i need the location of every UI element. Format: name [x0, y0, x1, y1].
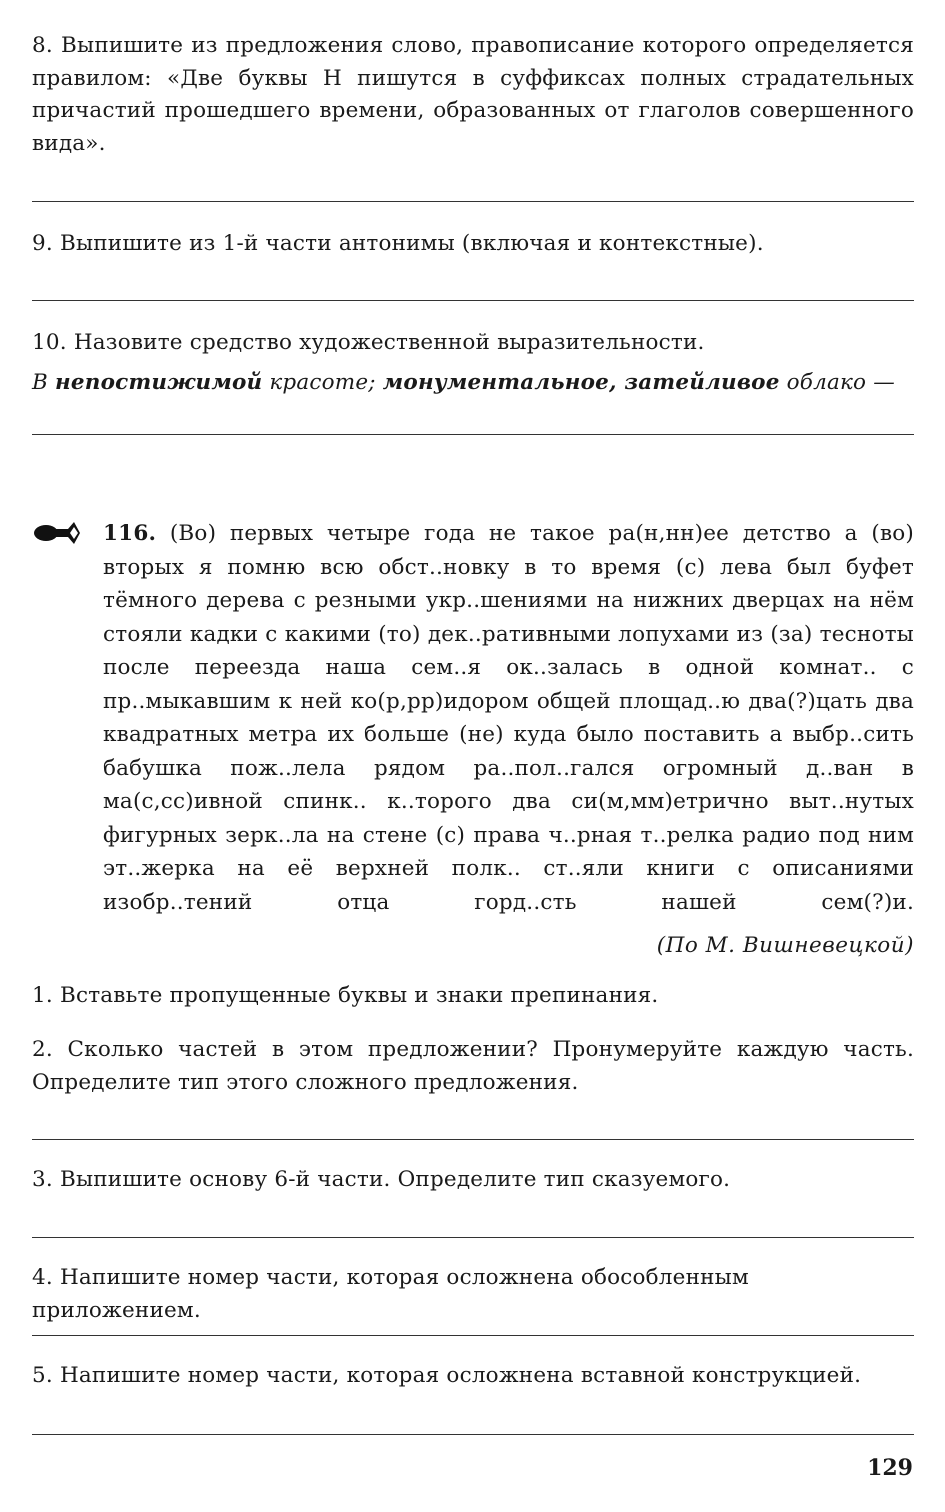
task-10: 10. Назовите средство художественной выразительности.: [32, 330, 705, 355]
example-emphasis: непостижимой: [55, 370, 263, 395]
question-5: 5. Напишите номер части, которая осложнена вставной конструкцией.: [32, 1363, 862, 1388]
answer-line-question-3[interactable]: [32, 1237, 914, 1238]
answer-line-task-8[interactable]: [32, 201, 914, 202]
page-number: 129: [867, 1455, 913, 1481]
exercise-source: (По М. Вишневецкой): [656, 933, 914, 958]
task-10-example: [32, 367, 914, 400]
question-4: 4. Напишите номер части, которая осложнена обособленным приложением.: [32, 1265, 749, 1323]
question-3: 3. Выпишите основу 6-й части. Определите тип сказуемого.: [32, 1167, 731, 1192]
example-part: красоте;: [262, 370, 383, 395]
answer-line-question-5[interactable]: [32, 1434, 914, 1435]
question-1: 1. Вставьте пропущенные буквы и знаки препинания.: [32, 983, 659, 1008]
exercise-number: 116.: [103, 521, 157, 546]
answer-line-task-9[interactable]: [32, 300, 914, 301]
answer-line-question-2[interactable]: [32, 1139, 914, 1140]
exercise-116-text: [103, 517, 914, 919]
exercise-body: (Во) первых четыре года не такое ра(н,нн)ее детство а (во) вторых я помню всю обст..новку в то время (с) лева был буфет тёмного дерева с резными укр..шениями на нижних дверцах на нём стояли кадки с какими (то) дек..ративными лопухами из (за) тесноты после переезда наша сем..я ок..залась в одной комнат.. с пр..мыкавшим к ней ко(р,рр)идором общей площад..ю два(?)цать два квадратных метра их больше (не) куда было поставить а выбр..сить бабушка пож..лела рядом ра..пол..гался огромный д..ван в ма(с,сс)ивной спинк.. к..торого два си(м,мм)етрично выт..нутых фигурных зерк..ла на стене (с) права ч..рная т..релка радио под ним эт..жерка на её верхней полк.. ст..яли книги с описаниями изобр..тений отца горд..сть нашей сем(?)и.: [103, 521, 914, 915]
example-emphasis: монументальное, затейливое: [382, 370, 780, 395]
example-part: В: [32, 370, 56, 395]
answer-line-task-10[interactable]: [32, 434, 914, 435]
answer-line-question-4[interactable]: [32, 1335, 914, 1336]
task-9: 9. Выпишите из 1-й части антонимы (включая и контекстные).: [32, 231, 764, 256]
task-8: 8. Выпишите из предложения слово, правописание которого определяется правилом: «Две буквы Н пишутся в суффиксах полных страдательных причастий прошедшего времени, образованных от глаголов совершенного вида».: [32, 33, 914, 156]
exercise-marker-icon: [32, 517, 102, 551]
question-2: 2. Сколько частей в этом предложении? Пронумеруйте каждую часть. Определите тип этого сложного предложения.: [32, 1037, 914, 1095]
example-part: облако —: [779, 370, 895, 395]
